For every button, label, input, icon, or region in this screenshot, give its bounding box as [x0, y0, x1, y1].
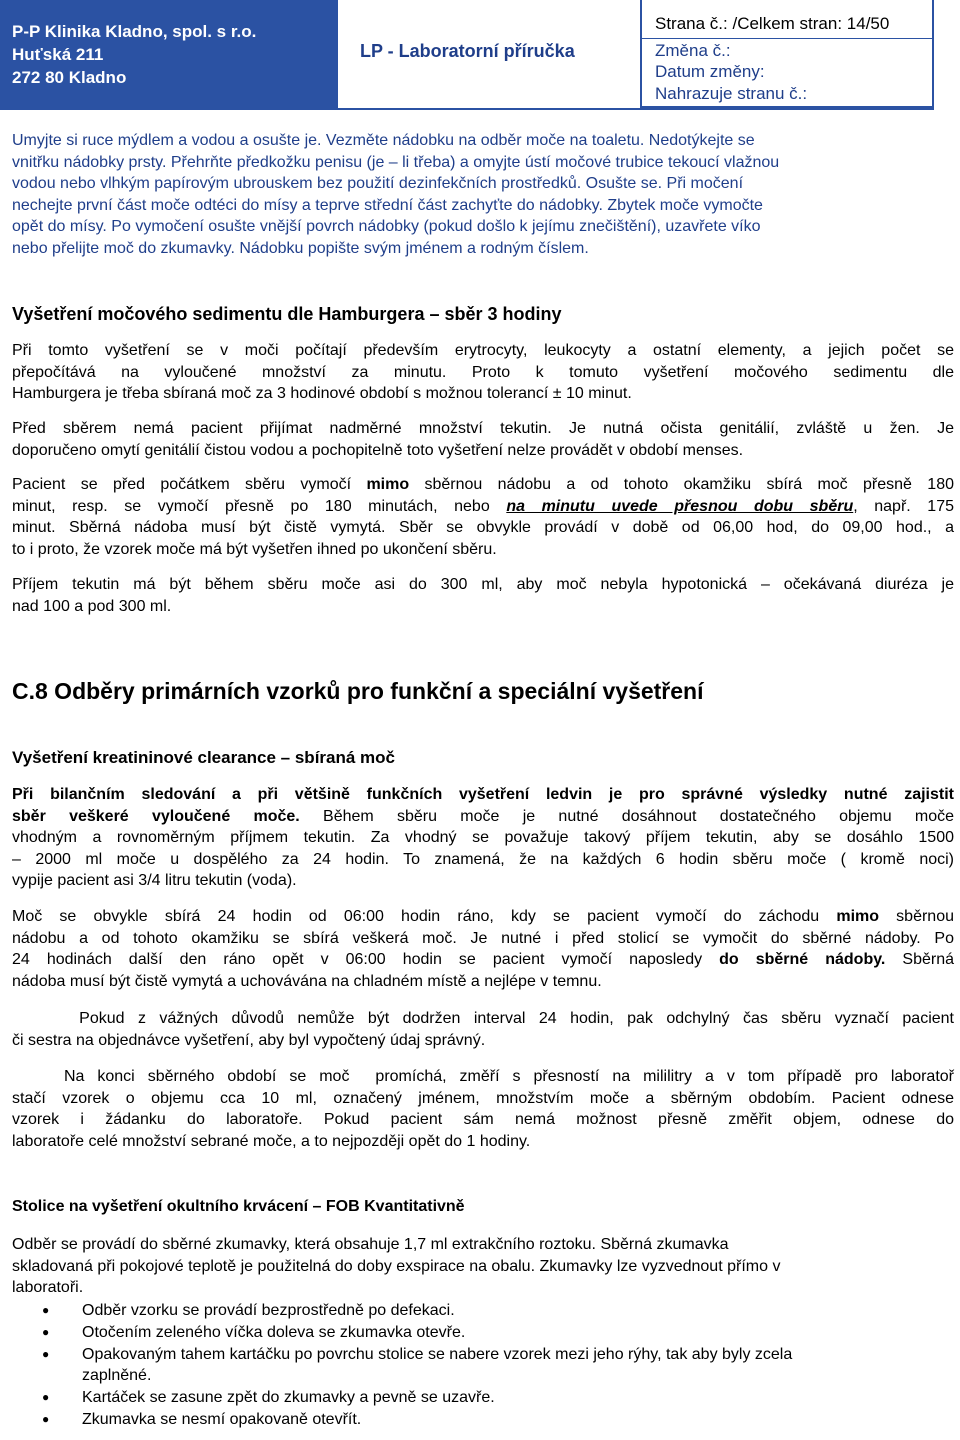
- text-line: Moč se obvykle sbírá 24 hodin od 06:00 hodin ráno, kdy se pacient vymočí do záchodu mimo sběrnou: [12, 908, 955, 925]
- list-item: ● Opakovaným tahem kartáčku po povrchu stolice se nabere vzorek mezi jeho rýhy, tak aby byly zcela: [12, 1344, 954, 1366]
- company-street: Huťská 211: [12, 45, 104, 64]
- section-heading: C.8 Odběry primárních vzorků pro funkční a speciální vyšetření: [12, 678, 704, 704]
- text-line: Na konci sběrného období se moč promíchá, změří s přesností na mililitry a v tom případě pro laboratoř: [12, 1068, 954, 1085]
- doc-title: LP - Laboratorní příručka: [360, 41, 575, 61]
- text-line: stačí vzorek o objemu cca 10 ml, označený jménem, množstvím moče a sběrným obdobím. Pacient odnese: [12, 1089, 954, 1107]
- company-name: P-P Klinika Kladno, spol. s r.o.: [12, 22, 257, 41]
- change-date: Datum změny:: [655, 62, 765, 81]
- replaces-page: Nahrazuje stranu č.:: [655, 84, 808, 103]
- text-line: to i proto, že vzorek moče má být vyšetřen ihned po ukončení sběru.: [12, 540, 497, 558]
- clearance-paragraph-3: [12, 1008, 954, 1051]
- list-item: ● Kartáček se zasune zpět do zkumavky a pevně se uzavře.: [12, 1387, 954, 1409]
- text-line: opět do mísy. Po vymočení osušte vnější povrch nádobky (pokud došlo k jejímu znečištění), uzavřete víko: [12, 218, 761, 236]
- clearance-paragraph-2: [12, 906, 954, 992]
- text-line: minut, resp. se vymočí přesně po 180 minutách, nebo na minutu uvede přesnou dobu sběru, např. 175: [12, 497, 955, 515]
- text-line: přepočítává na vyloučené množství za minutu. Proto k tomuto vyšetření močového sedimentu dle: [12, 363, 954, 381]
- hamburger-paragraph-4: [12, 574, 954, 617]
- fob-bullet-list: [12, 1300, 954, 1431]
- text-line: nádobu a od tohoto okamžiku se sbírá veškerá moč. Je nutné i před stolicí se vymočit do sběrné nádoby. Po: [12, 929, 954, 947]
- text-line: vodou nebo vlhkým papírovým ubrouskem bez použití dezinfekčních prostředků. Osušte se. Při močení: [12, 175, 744, 193]
- company-block: [0, 0, 338, 108]
- company-city: 272 80 Kladno: [12, 68, 127, 87]
- hamburger-paragraph-1: [12, 340, 954, 405]
- change-number: Změna č.:: [655, 41, 731, 60]
- text-line: minut. Sběrná nádoba musí být čistě vymytá. Sběr se obvykle provádí v době od 06,00 hod, do 09,00 hod., a: [12, 519, 954, 537]
- doc-meta-block: [640, 0, 934, 108]
- text-line: doporučeno omytí genitálií čistou vodou a pochopitelně toto vyšetření nelze provádět v období menses.: [12, 441, 744, 459]
- clearance-paragraph-1: [12, 784, 954, 892]
- text-line: vzorek i žádanku do laboratoře. Pokud pacient sám nemá možnost přesně změřit objem, odnese do: [12, 1111, 954, 1129]
- intro-paragraph: [12, 130, 954, 260]
- text-line: Hamburgera je třeba sbíraná moč za 3 hodinové období s možnou tolerancí ± 10 minut.: [12, 385, 632, 403]
- clearance-heading: Vyšetření kreatininové clearance – sbíraná moč: [12, 748, 396, 767]
- text-line: sběr veškeré vyloučené moče. Během sběru moče je nutné dosáhnout dostatečného objemu moče: [12, 807, 954, 825]
- hamburger-paragraph-3: [12, 474, 954, 560]
- fob-paragraph: [12, 1234, 954, 1299]
- header-divider: [0, 108, 934, 110]
- hamburger-paragraph-2: [12, 418, 954, 461]
- text-line: laboratoři.: [12, 1279, 84, 1297]
- text-line: 24 hodinách další den ráno opět v 06:00 hodin se pacient vymočí naposledy do sběrné nádoby. Sběrná: [12, 951, 955, 969]
- text-line: skladovaná při pokojové teplotě je použitelná do doby exspirace na obalu. Zkumavky lze vyzvednout přímo v: [12, 1257, 781, 1275]
- text-line: nebo přelijte moč do zkumavky. Nádobku popište svým jménem a rodným číslem.: [12, 239, 589, 257]
- list-item: ● Otočením zeleného víčka doleva se zkumavka otevře.: [12, 1322, 954, 1344]
- text-line: nad 100 a pod 300 ml.: [12, 597, 172, 615]
- text-line: Pacient se před počátkem sběru vymočí mimo sběrnou nádobu a od tohoto okamžiku sbírá moč přesně 180: [12, 476, 954, 493]
- text-line: Odběr se provádí do sběrné zkumavky, která obsahuje 1,7 ml extrakčního roztoku. Sběrná zkumavka: [12, 1236, 729, 1253]
- text-line: nechejte první část moče odtéci do mísy a teprve střední část zachyťte do nádobky. Zbytek moče vymočte: [12, 196, 763, 214]
- text-line: vypije pacient asi 3/4 litru tekutin (voda).: [12, 872, 297, 890]
- doc-title-block: [338, 0, 640, 108]
- text-line: Příjem tekutin má být během sběru moče asi do 300 ml, aby moč nebyla hypotonická – očekávaná diuréza je: [12, 576, 954, 593]
- list-item: ● Zkumavka se nesmí opakovaně otevřít.: [12, 1409, 954, 1431]
- text-line: Pokud z vážných důvodů nemůže být dodržen interval 24 hodin, pak odchylný čas sběru vyznačí pacient: [12, 1010, 954, 1027]
- text-line: či sestra na objednávce vyšetření, aby byl vypočtený údaj správný.: [12, 1031, 486, 1049]
- page-info: Strana č.: /Celkem stran: 14/50: [655, 14, 890, 33]
- text-line: Při tomto vyšetření se v moči počítají především erytrocyty, leukocyty a ostatní elementy, a jejich počet se: [12, 342, 954, 359]
- list-item: ● Odběr vzorku se provádí bezprostředně po defekaci.: [12, 1300, 954, 1322]
- text-line: – 2000 ml moče u dospělého za 24 hodin. To znamená, že na každých 6 hodin sběru moče ( kromě noci): [12, 850, 954, 868]
- clearance-paragraph-4: [12, 1066, 954, 1152]
- text-line: nádoba musí být čistě vymytá a uchovávána na chladném místě a nejlépe v temnu.: [12, 972, 602, 990]
- text-line: Umyjte si ruce mýdlem a vodou a osušte je. Vezměte nádobku na odběr moče na toaletu. Nedotýkejte se: [12, 132, 755, 149]
- text-line: vnitřku nádobky prsty. Přehrňte předkožku penisu (je – li třeba) a omyjte ústí močové trubice tekoucí vlažnou: [12, 153, 780, 171]
- hamburger-heading: Vyšetření močového sedimentu dle Hamburgera – sběr 3 hodiny: [12, 304, 562, 324]
- list-item-continuation: zaplněné.: [82, 1367, 152, 1385]
- fob-heading: Stolice na vyšetření okultního krvácení – FOB Kvantitativně: [12, 1198, 465, 1215]
- page-header: [0, 0, 934, 112]
- text-line: laboratoře celé množství sebrané moče, a to nejpozději opět do 1 hodiny.: [12, 1132, 531, 1150]
- text-line: Před sběrem nemá pacient přijímat nadměrné množství tekutin. Je nutná očista genitálií, zvláště u žen. Je: [12, 420, 954, 437]
- text-line: Při bilančním sledování a při většině funkčních vyšetření ledvin je pro správné výsledky nutné zajistit: [12, 786, 954, 803]
- text-line: vhodným a rovnoměrným příjmem tekutin. Za vhodný se považuje takový příjem tekutin, aby se dosáhlo 1500: [12, 829, 954, 847]
